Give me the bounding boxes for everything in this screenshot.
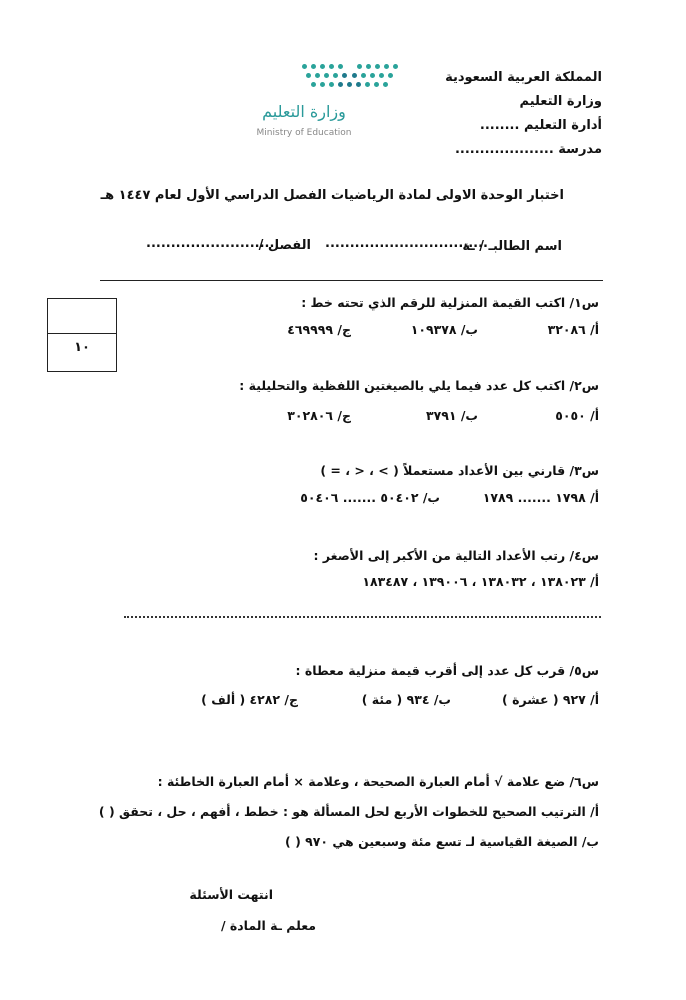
q3-answer-b: ب/ ٥٠٤٠٢ ....... ٥٠٤٠٦ <box>300 490 440 505</box>
student-name-field[interactable]: ................................. <box>325 236 488 251</box>
question-2: س٢/ اكتب كل عدد فيما يلي بالصيغتين اللفظية والتحليلية : <box>239 378 599 393</box>
class-field[interactable]: .......................... <box>146 236 275 251</box>
q2-answer-a: أ/ ٥٠٥٠ <box>555 408 599 423</box>
q5-answer-b: ب/ ٩٣٤ ( مئة ) <box>361 692 451 707</box>
score-box <box>47 298 117 372</box>
question-5: س٥/ قرب كل عدد إلى أقرب قيمة منزلية معطاة : <box>295 663 599 678</box>
teacher-signature-label: معلم ـة المادة / <box>220 918 316 933</box>
ministry-logo <box>250 58 410 148</box>
score-divider <box>48 333 116 334</box>
q1-answer-b: ب/ ١٠٩٣٧٨ <box>410 322 478 337</box>
kingdom-label: المملكة العربية السعودية <box>445 70 602 85</box>
end-of-questions: انتهت الأسئلة <box>189 887 273 902</box>
question-6: س٦/ ضع علامة √ أمام العبارة الصحيحة ، وعلامة × أمام العبارة الخاطئة : <box>157 774 599 789</box>
question-3: س٣/ قارني بين الأعداد مستعملاً ( > ، < ، = ) <box>320 463 599 478</box>
q5-answer-a: أ/ ٩٢٧ ( عشرة ) <box>502 692 599 707</box>
q6-statement-b: ب/ الصيغة القياسية لـ تسع مئة وسبعين هي ٩٧٠ ( ) <box>285 834 599 849</box>
exam-title: اختبار الوحدة الاولى لمادة الرياضيات الفصل الدراسي الأول لعام ١٤٤٧ هـ <box>100 188 564 203</box>
class-label: الفصل / <box>258 238 311 253</box>
q4-answer-a: أ/ ١٣٨٠٢٣ ، ١٣٨٠٣٢ ، ١٣٩٠٠٦ ، ١٨٣٤٨٧ <box>362 574 599 589</box>
q5-answer-c: ج/ ٤٢٨٢ ( ألف ) <box>201 692 298 707</box>
q2-answer-c: ج/ ٣٠٢٨٠٦ <box>287 408 351 423</box>
score-total: ١٠ <box>74 340 90 355</box>
q1-answer-c: ج/ ٤٦٩٩٩٩ <box>287 322 351 337</box>
q2-answer-b: ب/ ٣٧٩١ <box>425 408 478 423</box>
administration-label: أدارة التعليم ........ <box>479 118 602 133</box>
q4-answer-line <box>124 616 601 618</box>
student-name-label: اسم الطالبـ / ـة <box>462 239 562 254</box>
question-4: س٤/ رتب الأعداد التالية من الأكبر إلى الأصغر : <box>313 548 599 563</box>
logo-dots-icon <box>302 62 402 92</box>
question-1: س١/ اكتب القيمة المنزلية للرقم الذي تحته خط : <box>301 295 599 310</box>
ministry-label: وزارة التعليم <box>519 94 602 109</box>
logo-arabic-text: وزارة التعليم <box>262 102 346 121</box>
q1-answer-a: أ/ ٣٢٠٨٦ <box>547 322 599 337</box>
q3-answer-a: أ/ ١٧٩٨ ....... ١٧٨٩ <box>482 490 599 505</box>
q6-statement-a: أ/ الترتيب الصحيح للخطوات الأربع لحل المسألة هو : خطط ، أفهم ، حل ، تحقق ( ) <box>98 804 599 819</box>
header-divider <box>100 280 603 281</box>
school-label: مدرسة .................... <box>454 142 602 157</box>
logo-english-text: Ministry of Education <box>256 128 352 138</box>
